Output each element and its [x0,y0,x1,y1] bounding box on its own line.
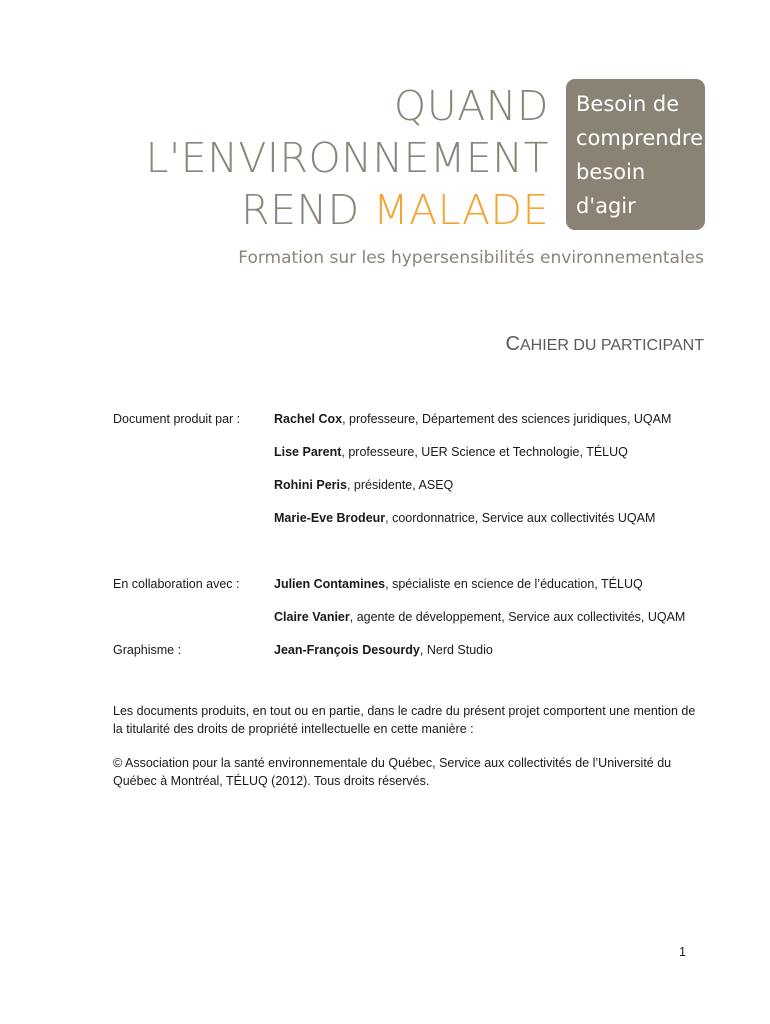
cover-subtitle: Formation sur les hypersensibilités environnementales [238,248,704,268]
produced-by-label: Document produit par : [113,412,241,426]
credit-role: , professeure, Département des sciences juridiques, UQAM [342,412,672,426]
credit-role: , Nerd Studio [419,643,493,657]
tagline-line: comprendre, [576,126,710,150]
credit-entry [274,477,453,493]
tagline-line: Besoin de [576,92,680,116]
tagline-line: besoin [576,160,646,184]
credit-name: Lise Parent [274,445,342,459]
credit-name: Rachel Cox [274,412,343,426]
copyright-paragraph: © Association pour la santé environnementale du Québec, Service aux collectivités de l’Université du Québec à Montréal, TÉLUQ (2012). Tous droits réservés. [113,756,672,788]
title-line-2: L'ENVIRONNEMENT [145,134,549,182]
credit-name: Marie-Eve Brodeur [274,511,386,525]
title-accent-word: MALADE [373,186,549,234]
credit-role: , présidente, ASEQ [346,478,454,492]
credit-role: , agente de développement, Service aux collectivités, UQAM [349,610,686,624]
credit-entry [274,411,671,427]
collaboration-label: En collaboration avec : [113,577,240,591]
heading-initial: C [505,333,520,355]
credit-entry [274,642,493,658]
credit-name: Julien Contamines [274,577,386,591]
heading-rest: AHIER DU PARTICIPANT [519,337,704,354]
credit-entry [274,510,655,526]
credit-entry [274,444,628,460]
credit-name: Jean-François Desourdy [274,643,420,657]
title-line-1: QUAND [393,82,549,130]
tagline-box [566,79,710,230]
credit-role: , professeure, UER Science et Technologie, TÉLUQ [341,445,628,459]
credit-role: , spécialiste en science de l’éducation, TÉLUQ [385,577,643,591]
page-number: 1 [679,945,686,959]
rights-notice-paragraph: Les documents produits, en tout ou en partie, dans le cadre du présent projet comportent une mention de la titularité des droits de propriété intellectuelle en cette manière : [113,704,696,736]
tagline-line: d'agir [576,194,636,218]
title-line-3-prefix: REND [241,186,374,234]
graphisme-label: Graphisme : [113,643,182,657]
credit-name: Rohini Peris [274,478,347,492]
credit-entry [274,609,685,625]
title-line-3 [146,184,549,236]
credit-role: , coordonnatrice, Service aux collectivités UQAM [385,511,656,525]
cover-title [146,80,549,236]
credit-entry [274,576,643,592]
credit-name: Claire Vanier [274,610,350,624]
document-type-heading [506,333,704,356]
